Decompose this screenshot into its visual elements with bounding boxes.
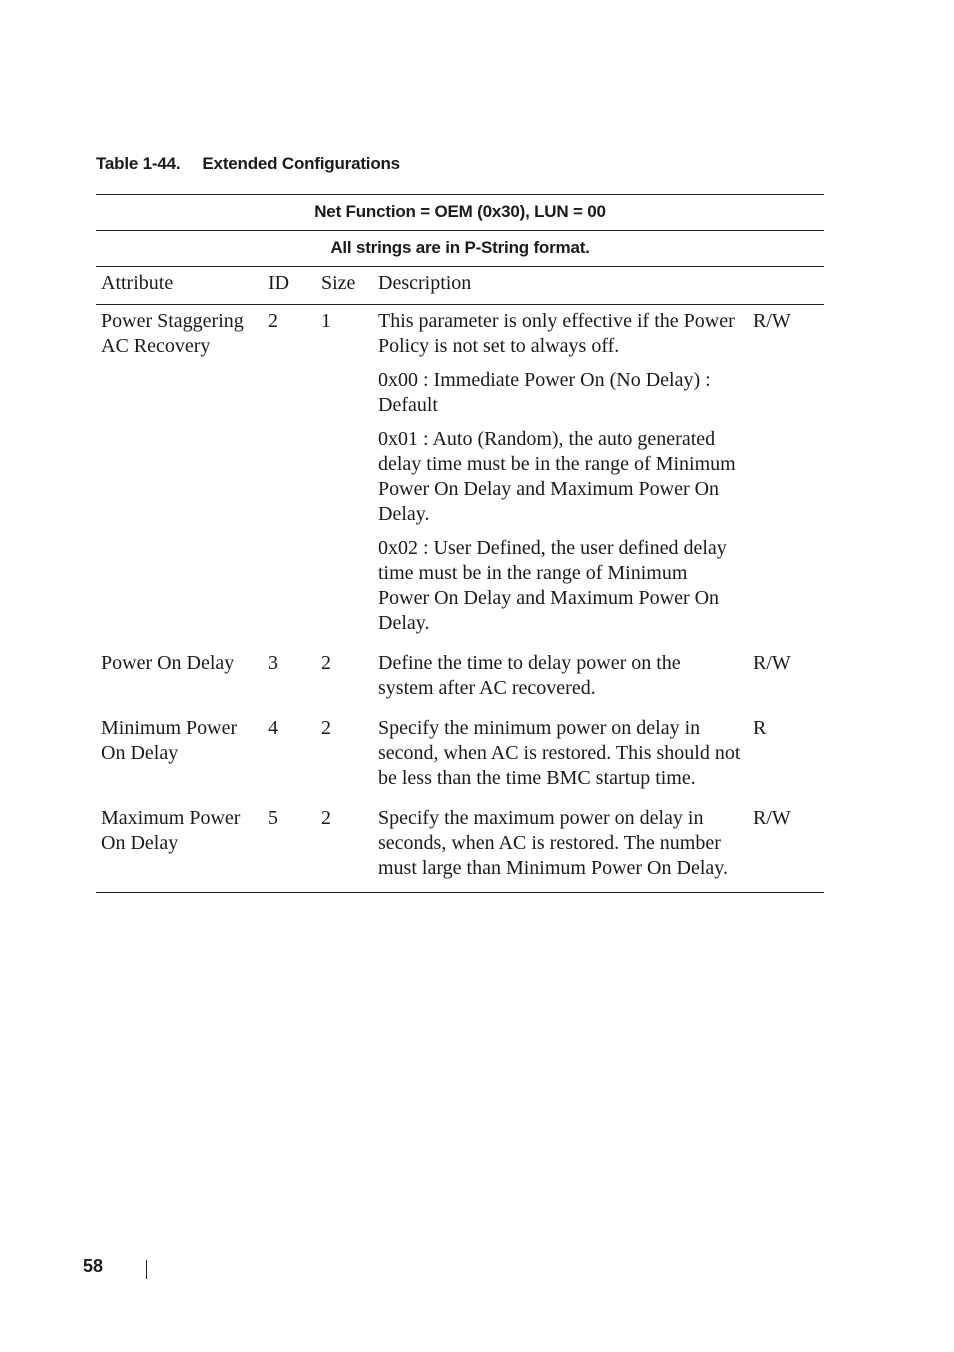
table-row (96, 802, 824, 892)
description-paragraph: 0x00 : Immediate Power On (No Delay) : Default (378, 369, 711, 416)
description-cell (378, 309, 753, 636)
table-caption (96, 154, 400, 174)
table-row (96, 305, 824, 647)
footer-divider (146, 1260, 147, 1279)
description-paragraph: Define the time to delay power on the system after AC recovered. (378, 652, 681, 699)
id-cell: 2 (268, 310, 278, 332)
access-cell: R/W (753, 652, 791, 674)
description-cell (378, 806, 753, 881)
table-title: Extended Configurations (202, 154, 400, 173)
description-paragraph: Specify the minimum power on delay in second, when AC is restored. This should not be less than the time BMC startup time. (378, 717, 741, 789)
table-row (96, 712, 824, 802)
size-cell: 2 (321, 652, 331, 674)
attribute-cell: Minimum Power On Delay (101, 717, 238, 764)
description-paragraph: Specify the maximum power on delay in seconds, when AC is restored. The number must large than Minimum Power On Delay. (378, 807, 728, 879)
access-cell: R/W (753, 807, 791, 829)
description-paragraph: 0x02 : User Defined, the user defined delay time must be in the range of Minimum Power On Delay and Maximum Power On Delay. (378, 537, 727, 634)
access-cell: R (753, 717, 767, 739)
access-cell: R/W (753, 310, 791, 332)
description-paragraph: This parameter is only effective if the Power Policy is not set to always off. (378, 310, 735, 357)
net-function-header: Net Function = OEM (0x30), LUN = 00 (96, 194, 824, 230)
attribute-cell: Power Staggering AC Recovery (101, 310, 244, 357)
description-paragraph: 0x01 : Auto (Random), the auto generated delay time must be in the range of Minimum Power On Delay and Maximum Power On Delay. (378, 428, 736, 525)
attribute-cell: Maximum Power On Delay (101, 807, 241, 854)
column-header-attribute: Attribute (101, 272, 174, 294)
table-number: Table 1-44. (96, 154, 181, 173)
size-cell: 1 (321, 310, 331, 332)
string-format-header: All strings are in P-String format. (96, 230, 824, 266)
id-cell: 3 (268, 652, 278, 674)
column-header-description: Description (378, 272, 472, 294)
id-cell: 5 (268, 807, 278, 829)
attribute-cell: Power On Delay (101, 652, 235, 674)
description-cell (378, 651, 753, 701)
column-header-row (96, 267, 824, 305)
size-cell: 2 (321, 807, 331, 829)
id-cell: 4 (268, 717, 278, 739)
page-number: 58 (83, 1256, 104, 1276)
description-cell (378, 716, 753, 791)
column-header-size: Size (321, 272, 356, 294)
table-row (96, 647, 824, 712)
size-cell: 2 (321, 717, 331, 739)
extended-configurations-table (96, 266, 824, 893)
column-header-id: ID (268, 272, 290, 294)
